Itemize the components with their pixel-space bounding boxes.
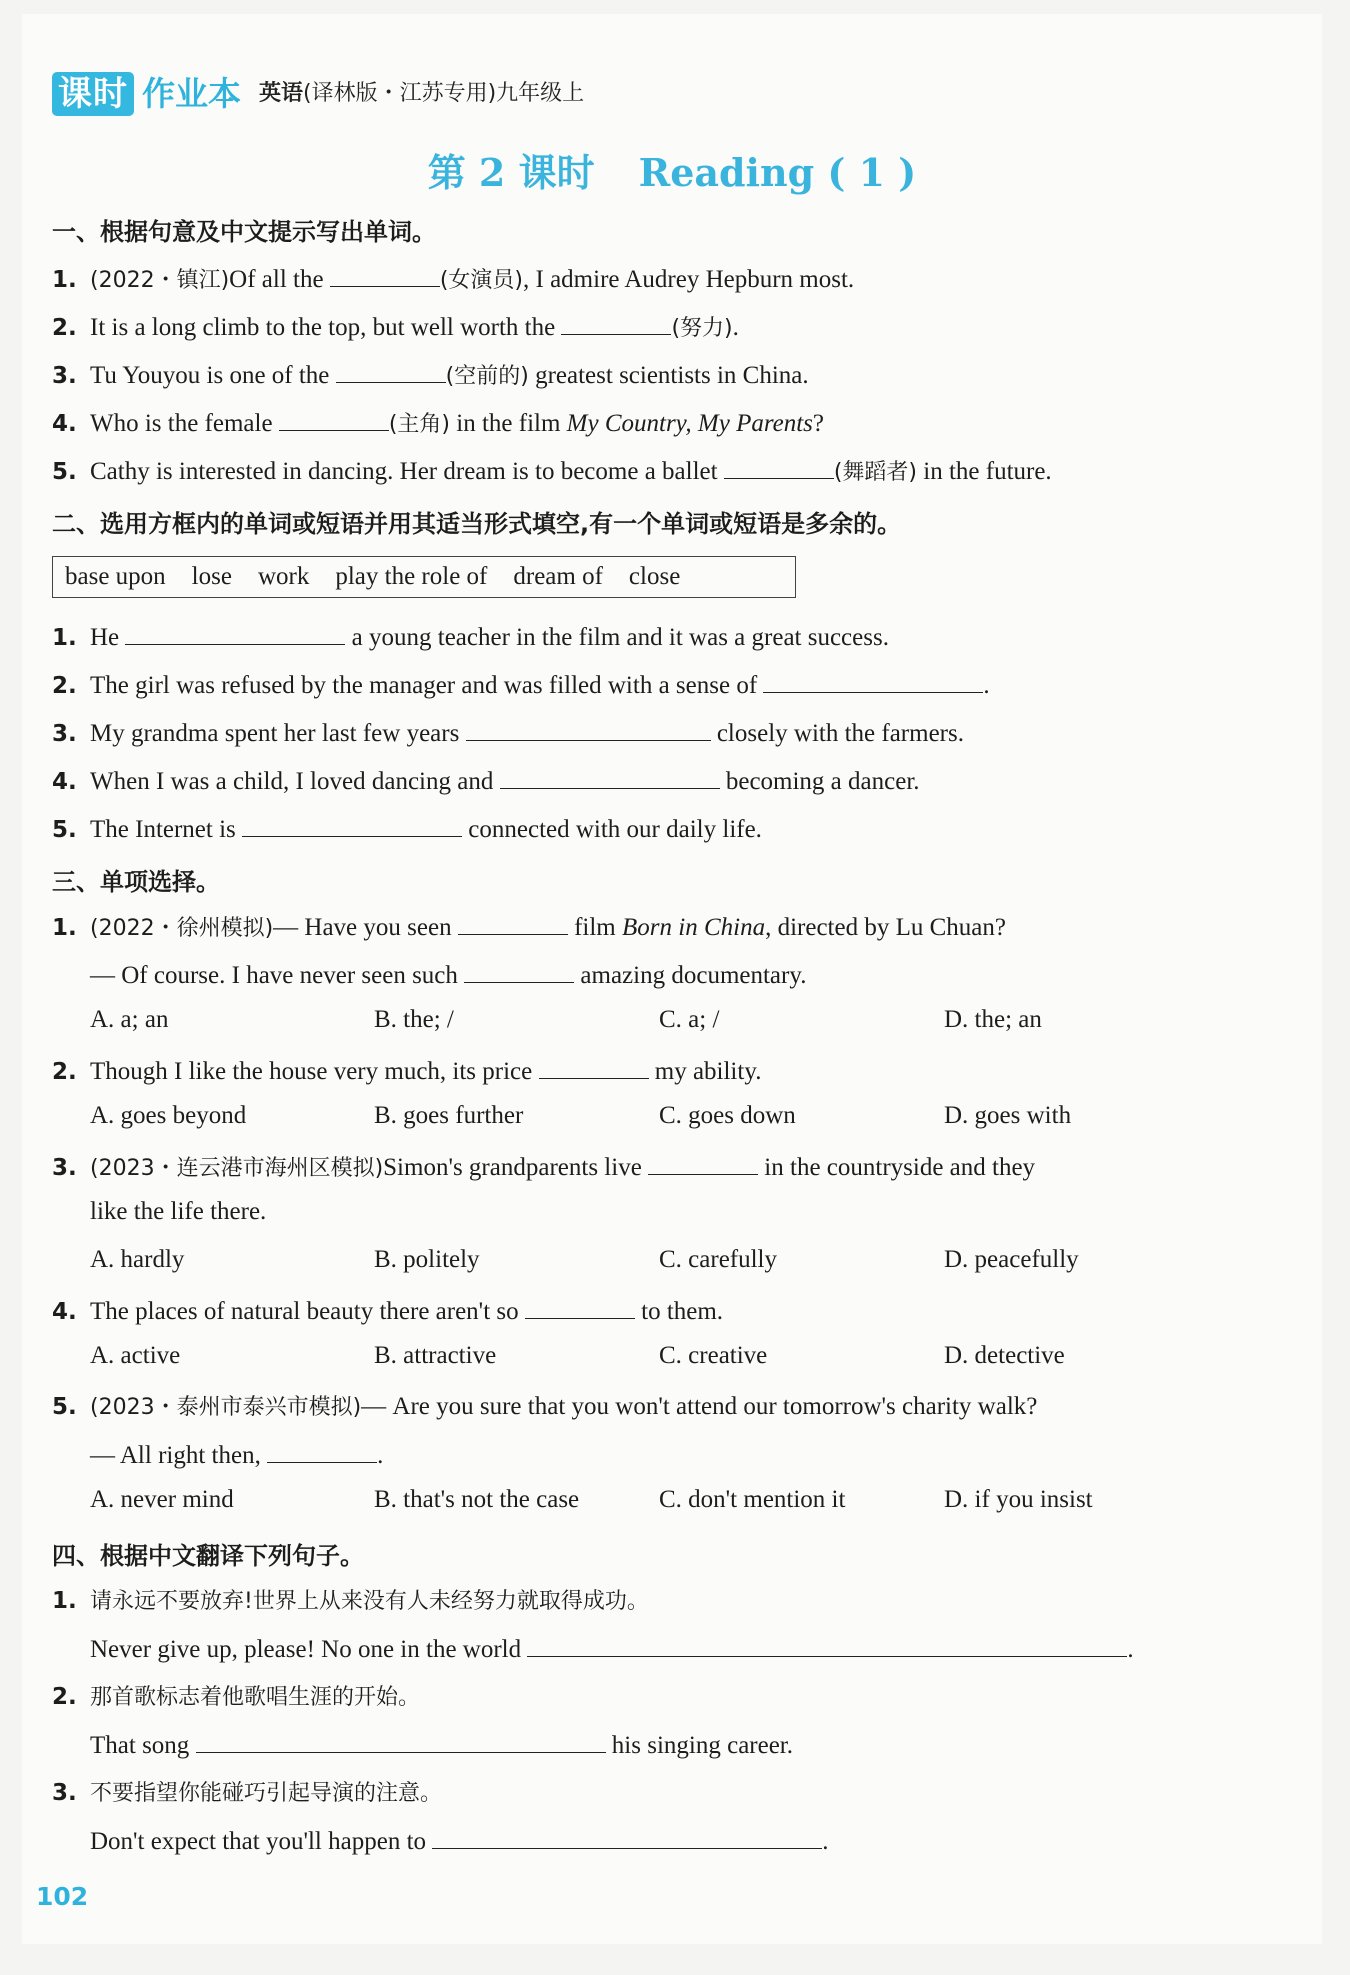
option-d[interactable]: D. goes with <box>944 1102 1072 1129</box>
book-info: 英语(译林版・江苏专用)九年级上 <box>259 81 585 106</box>
word-option: close <box>628 563 681 590</box>
option-a[interactable]: A. goes beyond <box>90 1102 247 1129</box>
question-1-2: 2. It is a long climb to the top, but well worth the (努力). <box>52 310 739 342</box>
question-1-4: 4. Who is the female (主角) in the film My Country, My Parents? <box>52 406 824 438</box>
lesson-title: 第 2 课时 Reading ( 1 ) <box>427 150 917 195</box>
option-c[interactable]: C. goes down <box>659 1102 796 1129</box>
word-option: work <box>257 563 310 590</box>
answer-blank[interactable] <box>458 910 568 935</box>
option-b[interactable]: B. goes further <box>374 1102 524 1129</box>
question-3-5: 5. (2023・泰州市泰兴市模拟)— Are you sure that you won't attend our tomorrow's charity walk? <box>52 1393 1038 1420</box>
question-3-1-line2: — Of course. I have never seen such amazing documentary. <box>90 958 806 990</box>
question-1-5: 5. Cathy is interested in dancing. Her dream is to become a ballet (舞蹈者) in the future. <box>52 454 1052 486</box>
question-4-2: 2. 那首歌标志着他歌唱生涯的开始。 <box>52 1684 421 1710</box>
answer-blank[interactable] <box>432 1824 822 1849</box>
answer-blank[interactable] <box>330 262 440 287</box>
word-box <box>52 556 796 598</box>
option-d[interactable]: D. detective <box>944 1342 1065 1369</box>
option-c[interactable]: C. carefully <box>659 1246 778 1273</box>
option-c[interactable]: C. creative <box>659 1342 768 1369</box>
word-option: play the role of <box>335 563 488 590</box>
answer-blank[interactable] <box>500 764 720 789</box>
answer-blank[interactable] <box>466 716 711 741</box>
question-4-3: 3. 不要指望你能碰巧引起导演的注意。 <box>52 1780 443 1806</box>
worksheet-page <box>22 14 1322 1944</box>
option-d[interactable]: D. if you insist <box>944 1486 1093 1513</box>
option-a[interactable]: A. hardly <box>90 1246 185 1273</box>
option-b[interactable]: B. the; / <box>374 1006 454 1033</box>
question-3-3-line2: like the life there. <box>90 1198 267 1225</box>
answer-blank[interactable] <box>267 1438 377 1463</box>
option-b[interactable]: B. attractive <box>374 1342 497 1369</box>
section-heading-2: 二、选用方框内的单词或短语并用其适当形式填空,有一个单词或短语是多余的。 <box>52 510 902 538</box>
question-1-3: 3. Tu Youyou is one of the (空前的) greatest scientists in China. <box>52 358 809 390</box>
question-2-3: 3. My grandma spent her last few years closely with the farmers. <box>52 716 964 748</box>
answer-blank[interactable] <box>464 958 574 983</box>
question-1-1: 1. (2022・镇江)Of all the (女演员), I admire Audrey Hepburn most. <box>52 262 854 294</box>
question-3-1: 1. (2022・徐州模拟)— Have you seen film Born in China, directed by Lu Chuan? <box>52 910 1006 942</box>
word-option: dream of <box>513 563 603 590</box>
word-option: lose <box>191 563 232 590</box>
answer-blank[interactable] <box>336 358 446 383</box>
question-4-1-answer: Never give up, please! No one in the world . <box>90 1632 1134 1664</box>
series-logo-text: 作业本 <box>142 74 241 113</box>
page-header <box>52 62 584 116</box>
option-a[interactable]: A. never mind <box>90 1486 234 1513</box>
answer-blank[interactable] <box>539 1054 649 1079</box>
question-2-4: 4. When I was a child, I loved dancing and becoming a dancer. <box>52 764 920 796</box>
answer-blank[interactable] <box>724 454 834 479</box>
question-3-4: 4. The places of natural beauty there aren't so to them. <box>52 1294 723 1326</box>
question-4-1: 1. 请永远不要放弃!世界上从来没有人未经努力就取得成功。 <box>52 1588 649 1614</box>
option-a[interactable]: A. active <box>90 1342 181 1369</box>
answer-blank[interactable] <box>648 1150 758 1175</box>
option-c[interactable]: C. a; / <box>659 1006 720 1033</box>
page-number: 102 <box>36 1882 89 1911</box>
answer-blank[interactable] <box>525 1294 635 1319</box>
option-d[interactable]: D. the; an <box>944 1006 1042 1033</box>
option-c[interactable]: C. don't mention it <box>659 1486 846 1513</box>
question-2-5: 5. The Internet is connected with our daily life. <box>52 812 762 844</box>
option-b[interactable]: B. that's not the case <box>374 1486 580 1513</box>
question-4-3-answer: Don't expect that you'll happen to . <box>90 1824 829 1856</box>
section-heading-4: 四、根据中文翻译下列句子。 <box>52 1542 364 1570</box>
question-2-1: 1. He a young teacher in the film and it was a great success. <box>52 620 889 652</box>
question-2-2: 2. The girl was refused by the manager and was filled with a sense of . <box>52 668 990 700</box>
answer-blank[interactable] <box>125 620 345 645</box>
series-logo: 课时 <box>52 72 134 116</box>
answer-blank[interactable] <box>561 310 671 335</box>
question-4-2-answer: That song his singing career. <box>90 1728 793 1760</box>
question-3-3: 3. (2023・连云港市海州区模拟)Simon's grandparents live in the countryside and they <box>52 1150 1035 1182</box>
section-heading-3: 三、单项选择。 <box>52 868 220 896</box>
option-b[interactable]: B. politely <box>374 1246 480 1273</box>
answer-blank[interactable] <box>196 1728 606 1753</box>
answer-blank[interactable] <box>242 812 462 837</box>
answer-blank[interactable] <box>527 1632 1127 1657</box>
section-heading-1: 一、根据句意及中文提示写出单词。 <box>52 218 436 246</box>
answer-blank[interactable] <box>279 406 389 431</box>
answer-blank[interactable] <box>763 668 983 693</box>
word-option: base upon <box>65 563 166 590</box>
question-3-2: 2. Though I like the house very much, its price my ability. <box>52 1054 761 1086</box>
option-d[interactable]: D. peacefully <box>944 1246 1079 1273</box>
question-3-5-line2: — All right then, . <box>90 1438 383 1470</box>
option-a[interactable]: A. a; an <box>90 1006 169 1033</box>
